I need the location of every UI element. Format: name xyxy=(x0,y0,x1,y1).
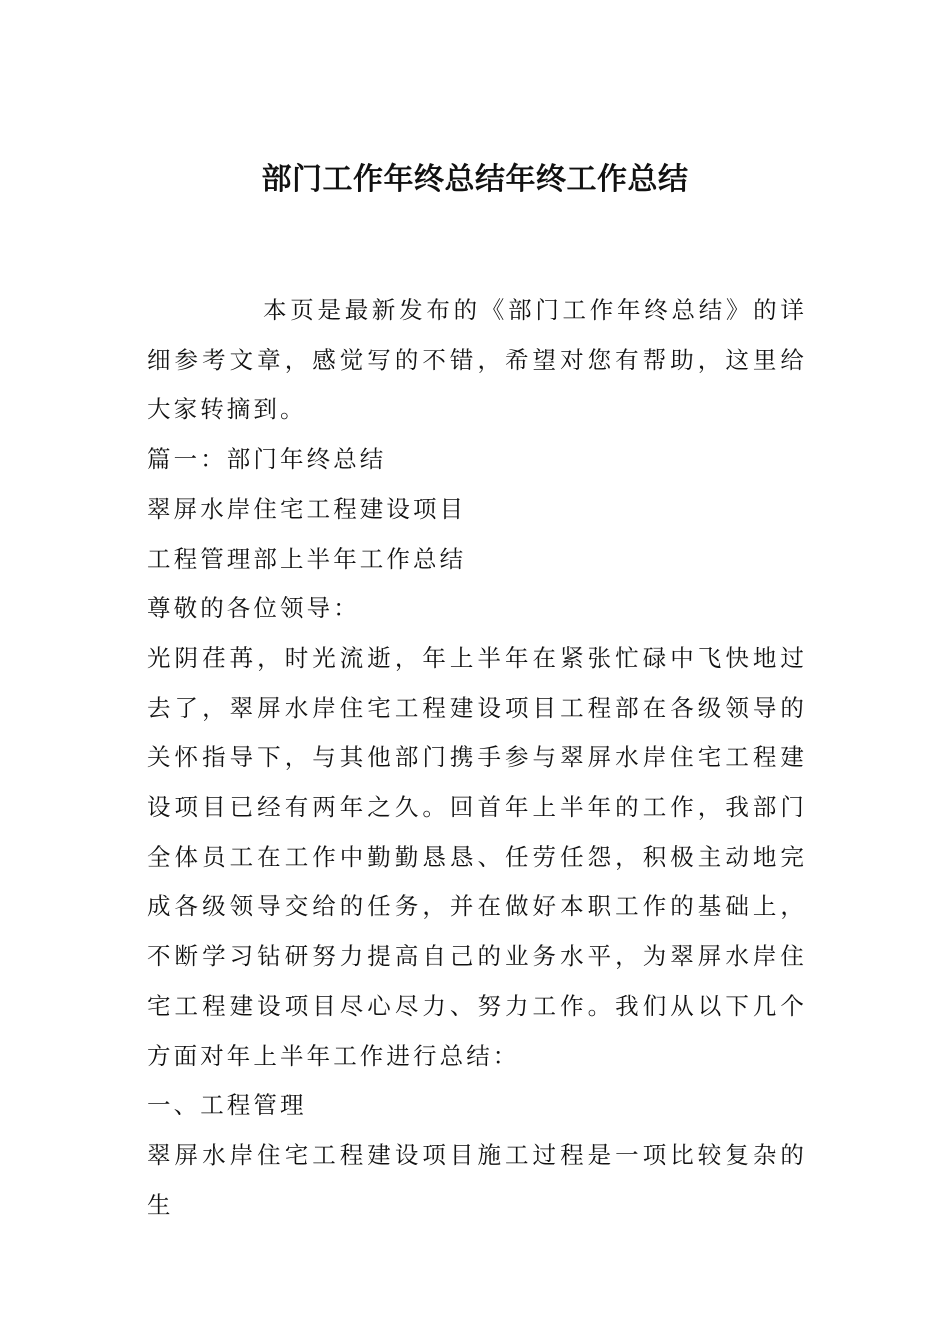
body-paragraph-continued: 翠屏水岸住宅工程建设项目施工过程是一项比较复杂的生 xyxy=(147,1140,807,1219)
report-subtitle-line: 工程管理部上半年工作总结 xyxy=(147,544,467,573)
section-heading-part-one: 篇一：部门年终总结 xyxy=(147,445,387,474)
document-title: 部门工作年终总结年终工作总结 xyxy=(261,162,689,197)
intro-paragraph: 本页是最新发布的《部门工作年终总结》的详细参考文章，感觉写的不错，希望对您有帮助，这里给大家转摘到。 xyxy=(147,296,807,424)
project-name-line: 翠屏水岸住宅工程建设项目 xyxy=(147,494,467,523)
section-heading-engineering-management: 一、工程管理 xyxy=(147,1091,307,1120)
salutation-line: 尊敬的各位领导： xyxy=(147,594,360,623)
document-body xyxy=(147,286,807,1230)
body-paragraph: 光阴荏苒，时光流逝，年上半年在紧张忙碌中飞快地过去了，翠屏水岸住宅工程建设项目工程部在各级领导的关怀指导下，与其他部门携手参与翠屏水岸住宅工程建设项目已经有两年之久。回首年上半年的工作，我部门全体员工在工作中勤勤恳恳、任劳任怨，积极主动地完成各级领导交给的任务，并在做好本职工作的基础上，不断学习钻研努力提高自己的业务水平，为翠屏水岸住宅工程建设项目尽心尽力、努力工作。我们从以下几个方面对年上半年工作进行总结： xyxy=(147,643,807,1070)
